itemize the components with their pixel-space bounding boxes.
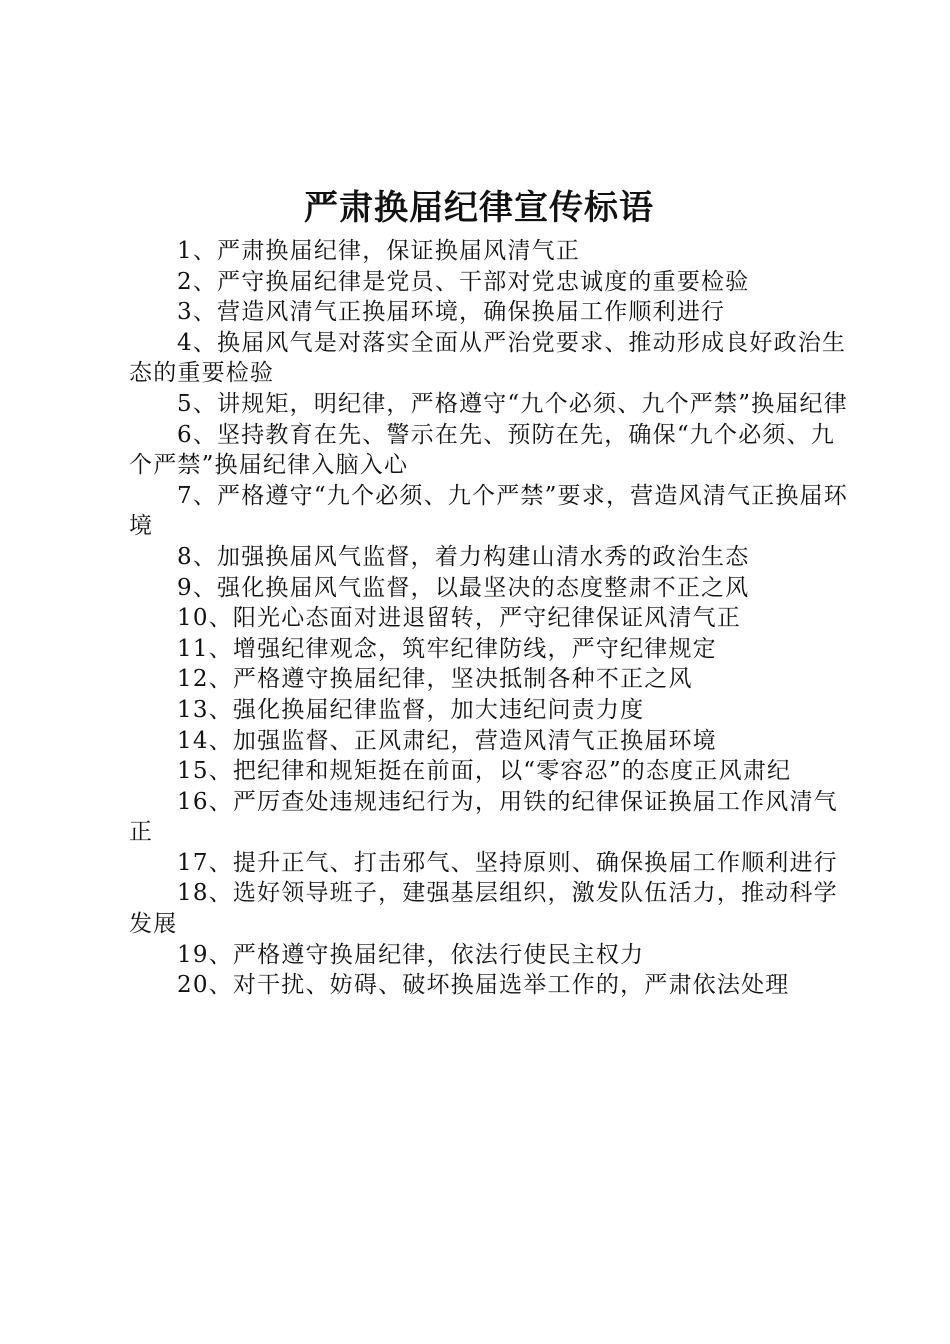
slogan-item-16: 16、严厉查处违规违纪行为，用铁的纪律保证换届工作风清气正 [129, 788, 838, 846]
slogan-list [129, 236, 849, 1001]
slogan-item-9: 9、强化换届风气监督，以最坚决的态度整肃不正之风 [177, 574, 750, 601]
slogan-item-20: 20、对干扰、妨碍、破坏换届选举工作的，严肃依法处理 [177, 972, 790, 999]
slogan-item-7: 7、严格遵守“九个必须、九个严禁”要求，营造风清气正换届环境 [129, 482, 848, 540]
slogan-item-6: 6、坚持教育在先、警示在先、预防在先，确保“九个必须、九个严禁”换届纪律入脑入心 [129, 421, 835, 479]
slogan-item-14: 14、加强监督、正风肃纪，营造风清气正换届环境 [177, 727, 717, 754]
slogan-item-4: 4、换届风气是对落实全面从严治党要求、推动形成良好政治生态的重要检验 [129, 329, 847, 387]
slogan-item-11: 11、增强纪律观念，筑牢纪律防线，严守纪律规定 [177, 635, 717, 662]
slogan-item-8: 8、加强换届风气监督，着力构建山清水秀的政治生态 [177, 543, 750, 570]
slogan-item-19: 19、严格遵守换届纪律，依法行使民主权力 [177, 941, 645, 968]
slogan-item-17: 17、提升正气、打击邪气、坚持原则、确保换届工作顺利进行 [177, 849, 838, 876]
document-title: 严肃换届纪律宣传标语 [304, 188, 654, 228]
slogan-item-3: 3、营造风清气正换届环境，确保换届工作顺利进行 [177, 299, 726, 326]
slogan-item-10: 10、阳光心态面对进退留转，严守纪律保证风清气正 [177, 605, 742, 632]
slogan-item-2: 2、严守换届纪律是党员、干部对党忠诚度的重要检验 [177, 268, 750, 295]
slogan-item-15: 15、把纪律和规矩挺在前面，以“零容忍”的态度正风肃纪 [177, 758, 792, 785]
slogan-item-18: 18、选好领导班子，建强基层组织，激发队伍活力，推动科学发展 [129, 880, 838, 938]
slogan-item-1: 1、严肃换届纪律，保证换届风清气正 [177, 238, 581, 264]
slogan-item-13: 13、强化换届纪律监督，加大违纪问责力度 [177, 696, 645, 723]
slogan-item-5: 5、讲规矩，明纪律，严格遵守“九个必须、九个严禁”换届纪律 [177, 390, 848, 417]
slogan-item-12: 12、严格遵守换届纪律，坚决抵制各种不正之风 [177, 666, 693, 693]
